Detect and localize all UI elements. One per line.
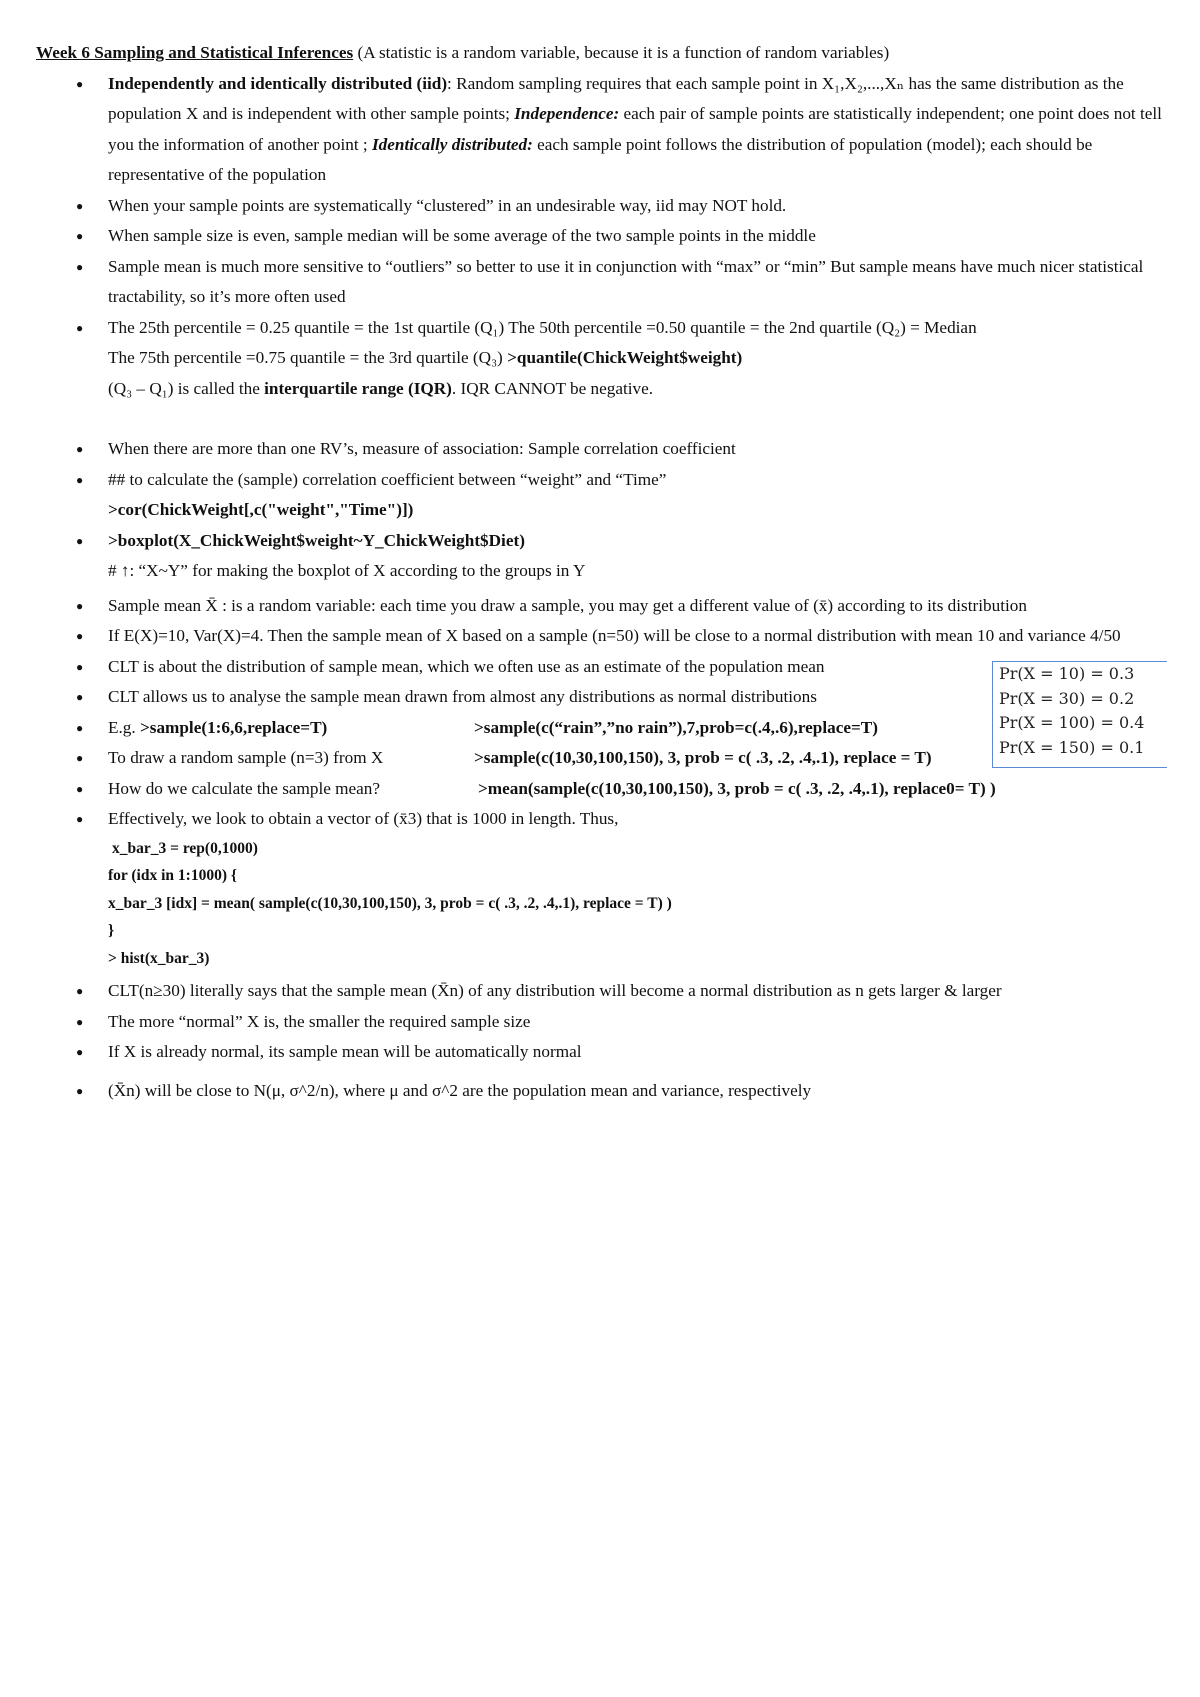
bullet-iid: ● Independently and identically distributed (iid): Random sampling requires that each sample point in X₁,X₂,...,Xₙ has the same distribution as the population X and is independent with other sample points; Independence: each pair of sample points are statistically independent; one point does not tell you the information of another point ; Identically distributed: each sample point follows the distribution of population (model); each should be representative of the population	[36, 69, 1166, 191]
boxplot-code: ● >boxplot(X_ChickWeight$weight~Y_ChickWeight$Diet)	[108, 530, 525, 550]
title-note: (A statistic is a random variable, because it is a function of random variables)	[353, 43, 890, 62]
bullet-list-2	[36, 434, 1166, 835]
bullet-vector: ● Effectively, we look to obtain a vector of (x̄3) that is 1000 in length. Thus,	[36, 804, 1166, 835]
prob-line: Pr(X = 100) = 0.4	[999, 713, 1145, 732]
bullet-mean: ● How do we calculate the sample mean? >mean(sample(c(10,30,100,150), 3, prob = c( .3, .2, .4,.1), replace0= T) )	[36, 774, 1166, 805]
bullet-example-ev: ● If E(X)=10, Var(X)=4. Then the sample mean of X based on a sample (n=50) will be close to a normal distribution with mean 10 and variance 4/50	[36, 621, 1166, 652]
bullet-clustered: ● When your sample points are systematically “clustered” in an undesirable way, iid may NOT hold.	[36, 191, 1166, 222]
bullet-list-3	[36, 976, 1166, 1106]
bullet-clt2: ● CLT allows us to analyse the sample mean drawn from almost any distributions as normal distributions	[36, 682, 1166, 713]
bullet-draw: ● To draw a random sample (n=3) from X >sample(c(10,30,100,150), 3, prob = c( .3, .2, .4,.1), replace = T)	[36, 743, 1166, 774]
bullet-outliers: ● Sample mean is much more sensitive to “outliers” so better to use it in conjunction with “max” or “min” But sample means have much nicer statistical tractability, so it’s more often used	[36, 252, 1166, 313]
bullet-sample-mean: ● Sample mean X̄ : is a random variable: each time you draw a sample, you may get a different value of (x̄) according to its distribution	[36, 591, 1166, 622]
heading	[36, 38, 1166, 69]
probability-box	[992, 661, 1167, 768]
document-page	[36, 38, 1166, 1106]
bullet-normal-more: ● The more “normal” X is, the smaller the required sample size	[36, 1007, 1166, 1038]
bullet-eg: ● E.g. >sample(1:6,6,replace=T) >sample(c(“rain”,”no rain”),7,prob=c(.4,.6),replace=T)	[36, 713, 1166, 744]
bullet-normal-already: ● If X is already normal, its sample mean will be automatically normal	[36, 1037, 1166, 1068]
cor-code: >cor(ChickWeight[,c("weight","Time")])	[108, 500, 414, 519]
quantile-code: >quantile(ChickWeight$weight)	[507, 348, 743, 367]
bullet-association: ● When there are more than one RV’s, measure of association: Sample correlation coefficient	[36, 434, 1166, 465]
bullet-even: ● When sample size is even, sample median will be some average of the two sample points in the middle	[36, 221, 1166, 252]
r-code-block: x_bar_3 = rep(0,1000) for (idx in 1:1000) { x_bar_3 [idx] = mean( sample(c(10,30,100,150), 3, prob = c( .3, .2, .4,.1), replace = T) ) } > hist(x_bar_3)	[108, 839, 672, 967]
bullet-clt-n: ● CLT(n≥30) literally says that the sample mean (X̄n) of any distribution will become a normal distribution as n gets larger & larger	[36, 976, 1166, 1007]
prob-line: Pr(X = 150) = 0.1	[999, 737, 1145, 757]
prob-line: Pr(X = 10) = 0.3	[999, 664, 1135, 683]
bullet-clt1: ● CLT is about the distribution of sample mean, which we often use as an estimate of the population mean	[36, 652, 1166, 683]
bullet-list	[36, 69, 1166, 405]
page-title: Week 6 Sampling and Statistical Inferences	[36, 43, 354, 62]
bullet-cor: ● ## to calculate the (sample) correlation coefficient between “weight” and “Time” >cor(ChickWeight[,c("weight","Time")])	[36, 465, 1166, 526]
bullet-boxplot: ● >boxplot(X_ChickWeight$weight~Y_ChickWeight$Diet) # ↑: “X~Y” for making the boxplot of X according to the groups in Y	[36, 526, 1166, 587]
bullet-quartiles: ● The 25th percentile = 0.25 quantile = the 1st quartile (Q₁) The 50th percentile =0.50 quantile = the 2nd quartile (Q₂) = Median The 75th percentile =0.75 quantile = the 3rd quartile (Q₃) >quantile(ChickWeight$weight) (Q₃ – Q₁) is called the interquartile range (IQR). IQR CANNOT be negative.	[36, 313, 1166, 405]
prob-line: Pr(X = 30) = 0.2	[999, 688, 1135, 708]
bullet-close-to: ● (X̄n) will be close to N(μ, σ^2/n), where μ and σ^2 are the population mean and variance, respectively	[36, 1076, 1166, 1107]
